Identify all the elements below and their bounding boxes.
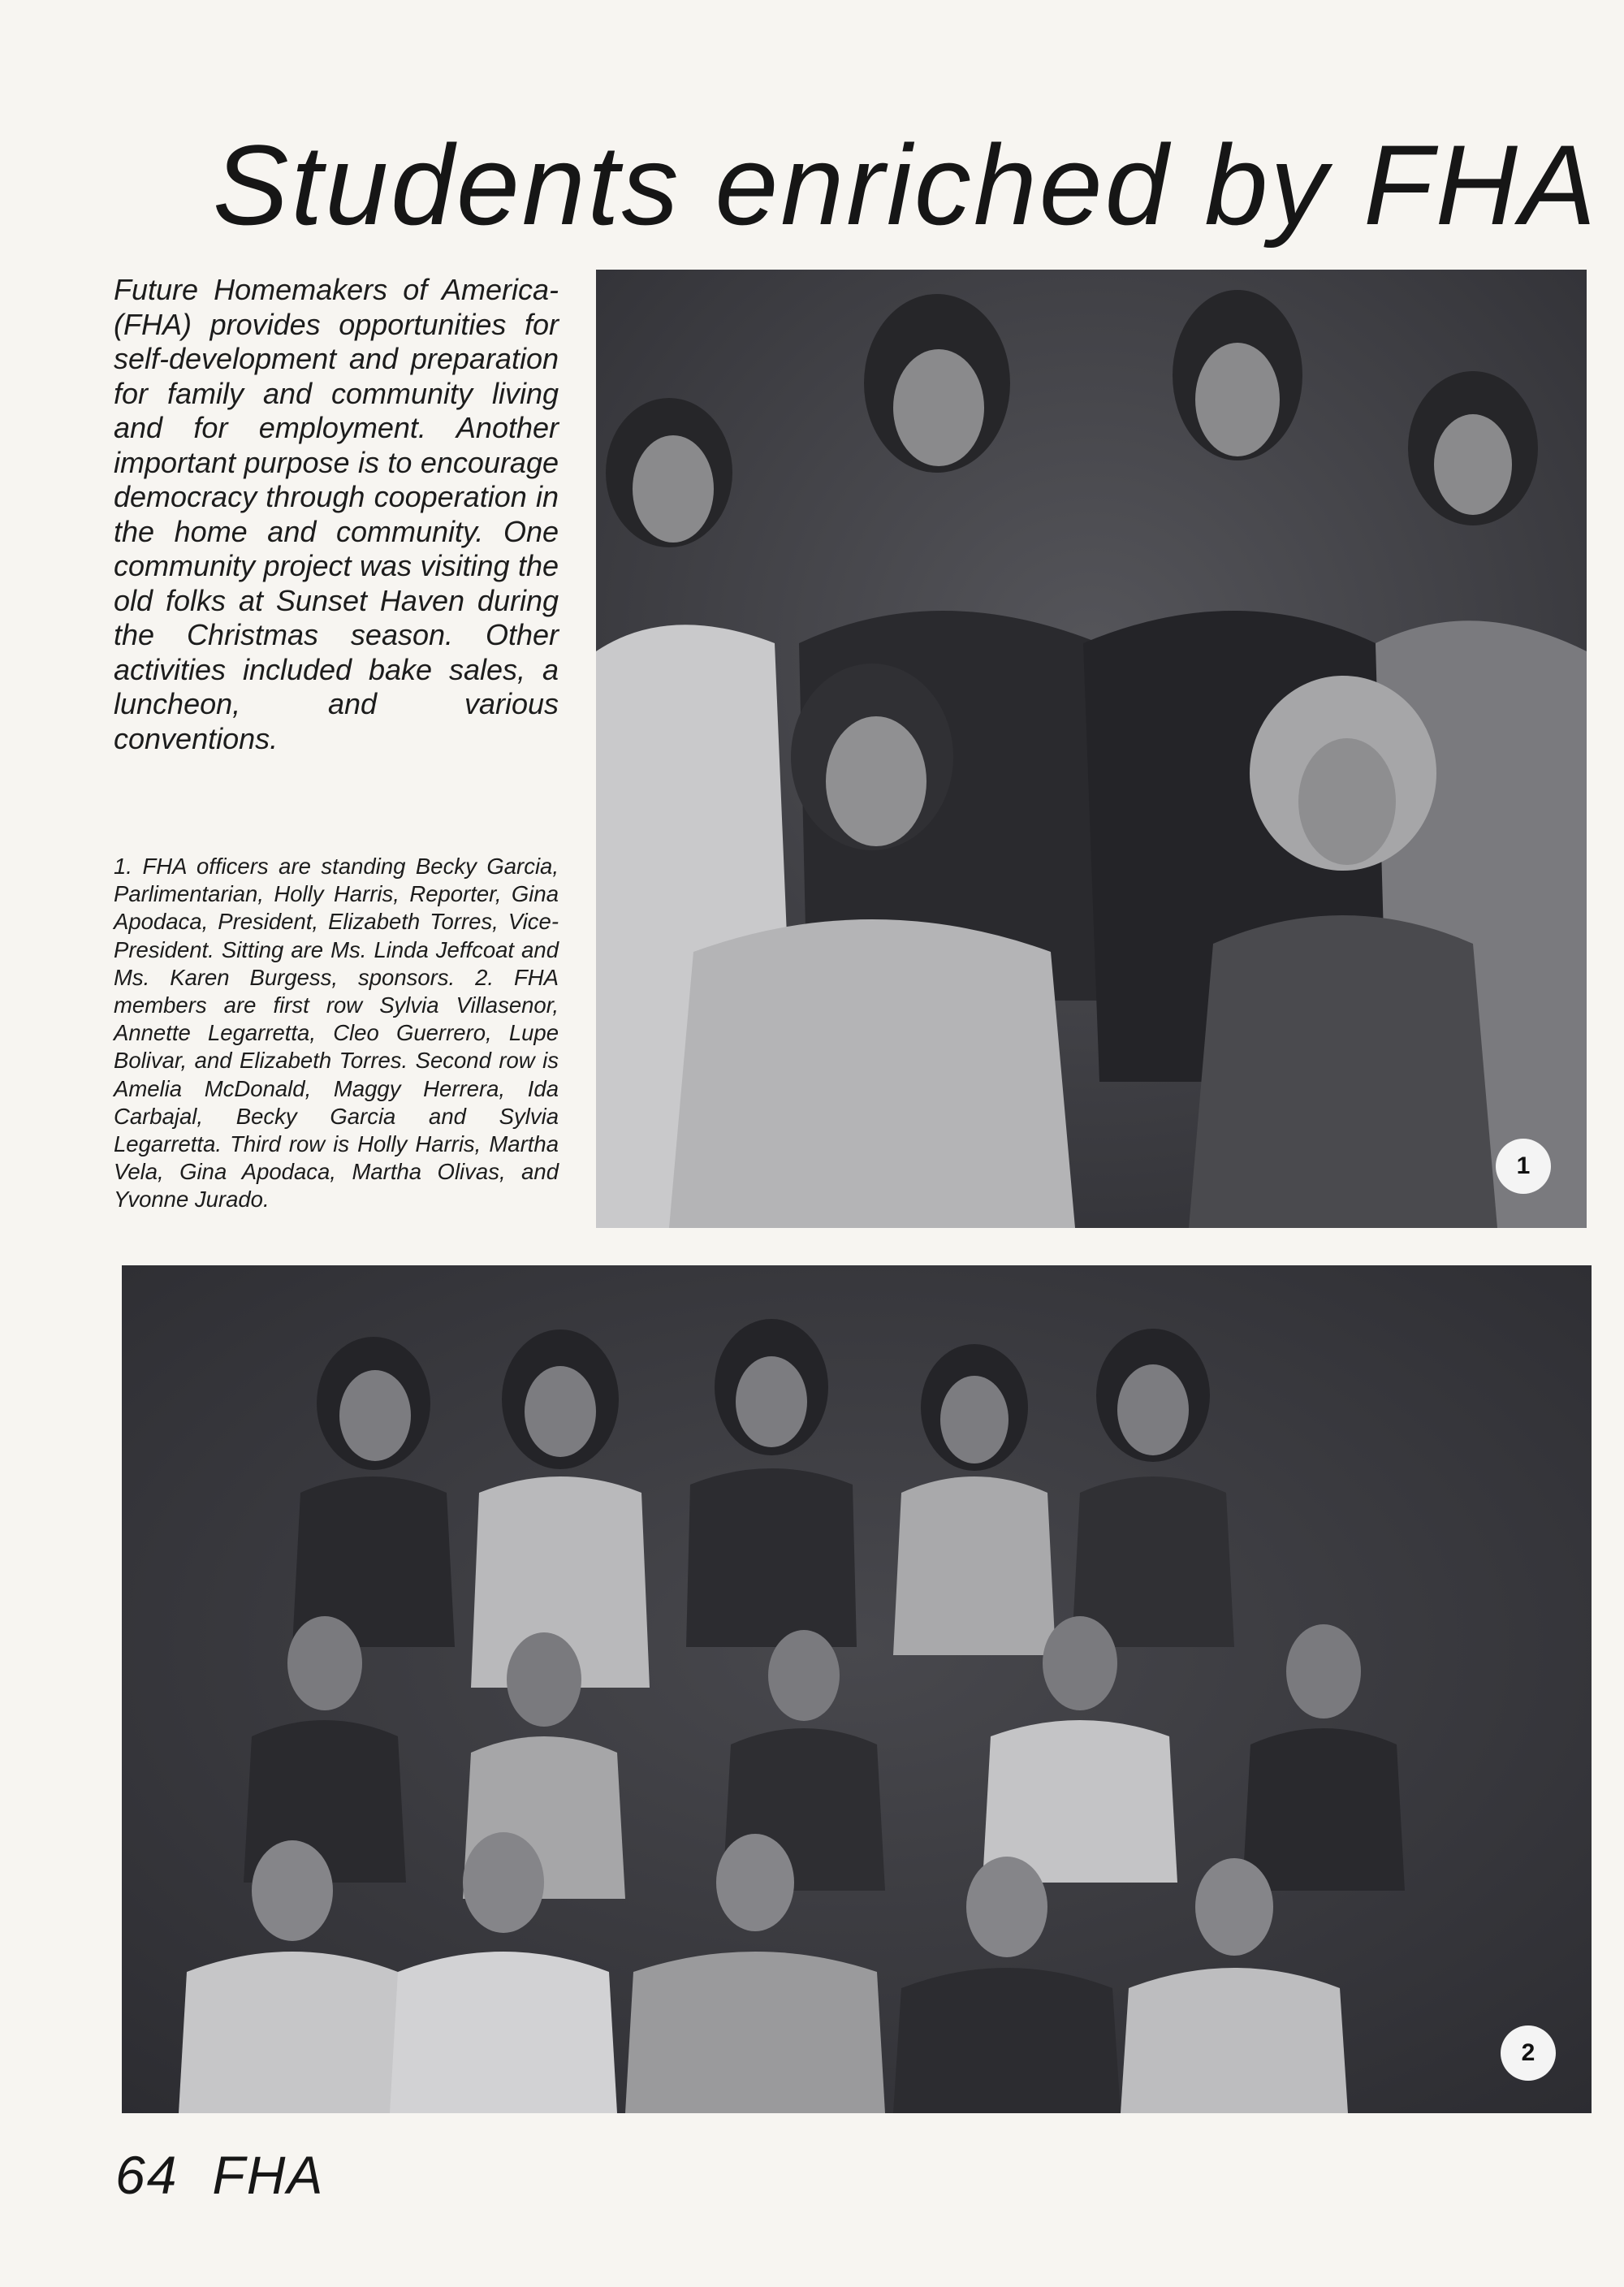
photo-captions: 1. FHA officers are standing Becky Garcia, Parlimentarian, Holly Harris, Reporter, Gina Apodaca, President, Elizabeth Torres, Vice-President. Sitting are Ms. Linda Jeffcoat and Ms. Karen Burgess, sponsors. 2. FHA members are first row Sylvia Villasenor, Annette Legarretta, Cleo Guerrero, Lupe Bolivar, and Elizabeth Torres. Second row is Amelia McDonald, Maggy Herrera, Ida Carbajal, Becky Garcia and Sylvia Legarretta. Third row is Holly Harris, Martha Vela, Gina Apodaca, Martha Olivas, and Yvonne Jurado. <box>114 854 559 1213</box>
photo-number-badge: 1 <box>1496 1139 1551 1194</box>
officers-photo <box>596 270 1587 1228</box>
page-number: 64 <box>115 2145 179 2205</box>
photo-number-badge: 2 <box>1501 2025 1556 2081</box>
intro-paragraph: Future Homemakers of America-(FHA) provides opportunities for self-development and preparation for family and community living and for employment. Another important purpose is to encourage democracy through cooperation in the home and community. One community project was visiting the old folks at Sunset Haven during the Christmas season. Other activities included bake sales, a luncheon, and various conventions. <box>114 273 559 755</box>
section-name: FHA <box>212 2145 325 2205</box>
page-footer <box>115 2144 324 2206</box>
page-headline: Students enriched by FHA <box>213 121 1599 249</box>
members-photo <box>122 1265 1592 2113</box>
members-photo-image <box>122 1265 1592 2113</box>
officers-photo-image <box>596 270 1587 1228</box>
